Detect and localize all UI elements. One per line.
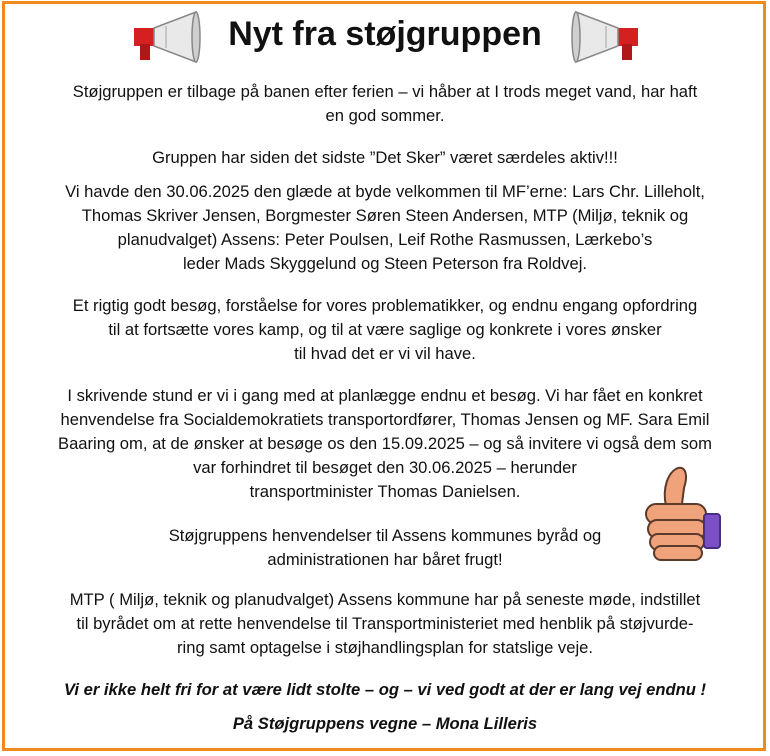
text-line: Støjgruppens henvendelser til Assens kommunes byråd og [168, 526, 602, 545]
text-line: Vi er ikke helt fri for at være lidt stolte – og – vi ved godt at der er lang vej endnu ! [63, 680, 707, 699]
text-line: administrationen har båret frugt! [267, 550, 503, 569]
text-line: henvendelse fra Socialdemokratiets transportordfører, Thomas Jensen og MF. Sara Emil [60, 410, 710, 429]
megaphone-icon [570, 8, 642, 64]
text-line: til at fortsætte vores kamp, og til at være saglige og konkrete i vores ønsker [108, 320, 662, 339]
text-line: I skrivende stund er vi i gang med at planlægge endnu et besøg. Vi har fået en konkret [67, 386, 703, 405]
text-line: ring samt optagelse i støjhandlingsplan for statslige veje. [177, 638, 593, 657]
text-line: til byrådet om at rette henvendelse til Transportministeriet med henblik på støjvurde- [76, 614, 694, 633]
paragraph-mtp [8, 588, 762, 660]
text-line: planudvalget) Assens: Peter Poulsen, Leif Rothe Rasmussen, Lærkebo’s [117, 230, 653, 249]
thumbs-up-icon [628, 458, 728, 568]
paragraph-feedback [8, 294, 762, 366]
text-line: Baaring om, at de ønsker at besøge os den 15.09.2025 – og så invitere vi også dem som [58, 434, 712, 453]
text-line: Thomas Skriver Jensen, Borgmester Søren Steen Andersen, MTP (Miljø, teknik og [81, 206, 689, 225]
text-line: transportminister Thomas Danielsen. [249, 482, 521, 501]
text-line: Støjgruppen er tilbage på banen efter ferien – vi håber at I trods meget vand, har haft [72, 82, 698, 101]
text-line: var forhindret til besøget den 30.06.2025 – herunder [193, 458, 577, 477]
text-line: Et rigtig godt besøg, forståelse for vores problematikker, og endnu engang opfordring [72, 296, 698, 315]
closing-statement [8, 678, 762, 702]
text-line: en god sommer. [325, 106, 445, 125]
text-line: leder Mads Skyggelund og Steen Peterson fra Roldvej. [182, 254, 588, 273]
text-line: til hvad det er vi vil have. [294, 344, 476, 363]
text-line: Gruppen har siden det sidste ”Det Sker” været særdeles aktiv!!! [152, 148, 618, 167]
text-line: På Støjgruppens vegne – Mona Lilleris [232, 714, 538, 733]
page-title: Nyt fra støjgruppen [228, 15, 542, 53]
text-line: Vi havde den 30.06.2025 den glæde at byde velkommen til MF’erne: Lars Chr. Lilleholt, [65, 182, 705, 201]
paragraph-intro [8, 80, 762, 128]
paragraph-visit [8, 180, 762, 276]
paragraph-active [8, 146, 762, 170]
text-line: MTP ( Miljø, teknik og planudvalget) Assens kommune har på seneste møde, indstillet [69, 590, 701, 609]
signature [8, 712, 762, 736]
